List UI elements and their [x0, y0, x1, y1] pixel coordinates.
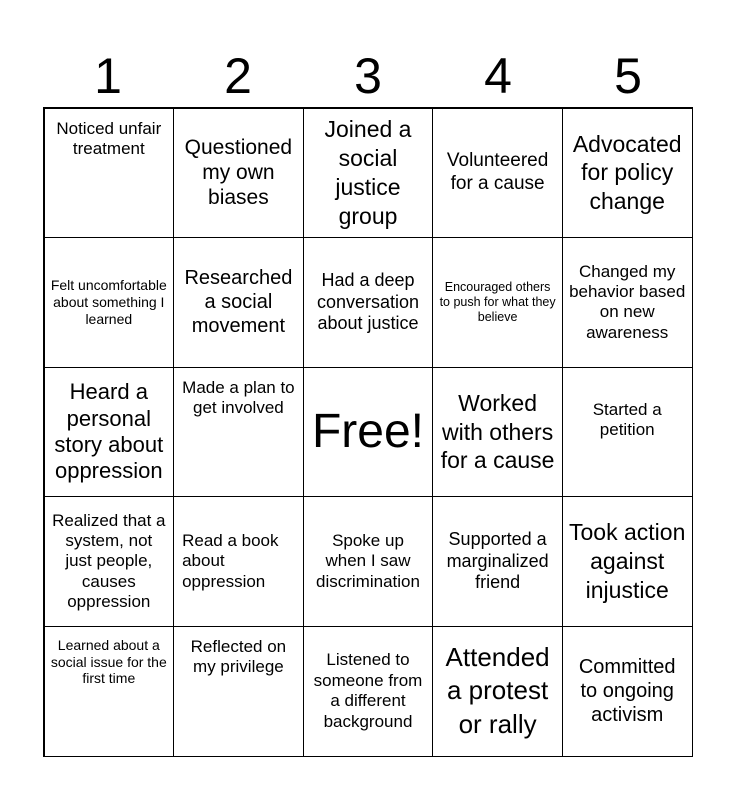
- bingo-cell[interactable]: Listened to someone from a different background: [303, 626, 434, 757]
- column-number: 1: [94, 48, 122, 104]
- bingo-cell[interactable]: Had a deep conversation about justice: [303, 237, 434, 368]
- bingo-cell[interactable]: Learned about a social issue for the first time: [44, 626, 175, 757]
- bingo-cell[interactable]: Heard a personal story about oppression: [44, 367, 175, 498]
- bingo-cell[interactable]: Felt uncomfortable about something I learned: [44, 237, 175, 368]
- bingo-cell[interactable]: Joined a social justice group: [303, 108, 434, 239]
- bingo-cell[interactable]: Attended a protest or rally: [432, 626, 563, 757]
- bingo-cell[interactable]: Spoke up when I saw discrimination: [303, 496, 434, 627]
- bingo-cell[interactable]: Questioned my own biases: [173, 108, 304, 239]
- bingo-cell[interactable]: Realized that a system, not just people, causes oppression: [44, 496, 175, 627]
- bingo-cell[interactable]: Encouraged others to push for what they believe: [432, 237, 563, 368]
- bingo-cell[interactable]: Worked with others for a cause: [432, 367, 563, 498]
- bingo-cell[interactable]: Noticed unfair treatment: [44, 108, 175, 239]
- column-number: 2: [224, 48, 252, 104]
- bingo-cell[interactable]: Researched a social movement: [173, 237, 304, 368]
- bingo-cell[interactable]: Volunteered for a cause: [432, 108, 563, 239]
- bingo-header: [43, 46, 693, 106]
- column-number: 3: [354, 48, 382, 104]
- free-space[interactable]: Free!: [303, 367, 434, 498]
- bingo-cell[interactable]: Advocated for policy change: [562, 108, 693, 239]
- bingo-cell[interactable]: Supported a marginalized friend: [432, 496, 563, 627]
- bingo-cell[interactable]: Started a petition: [562, 367, 693, 498]
- bingo-cell[interactable]: Took action against injustice: [562, 496, 693, 627]
- bingo-cell[interactable]: Reflected on my privilege: [173, 626, 304, 757]
- column-number: 4: [484, 48, 512, 104]
- bingo-grid: [43, 107, 693, 757]
- bingo-cell[interactable]: Made a plan to get involved: [173, 367, 304, 498]
- column-number: 5: [614, 48, 642, 104]
- bingo-cell[interactable]: Committed to ongoing activism: [562, 626, 693, 757]
- bingo-cell[interactable]: Read a book about oppression: [173, 496, 304, 627]
- bingo-cell[interactable]: Changed my behavior based on new awareness: [562, 237, 693, 368]
